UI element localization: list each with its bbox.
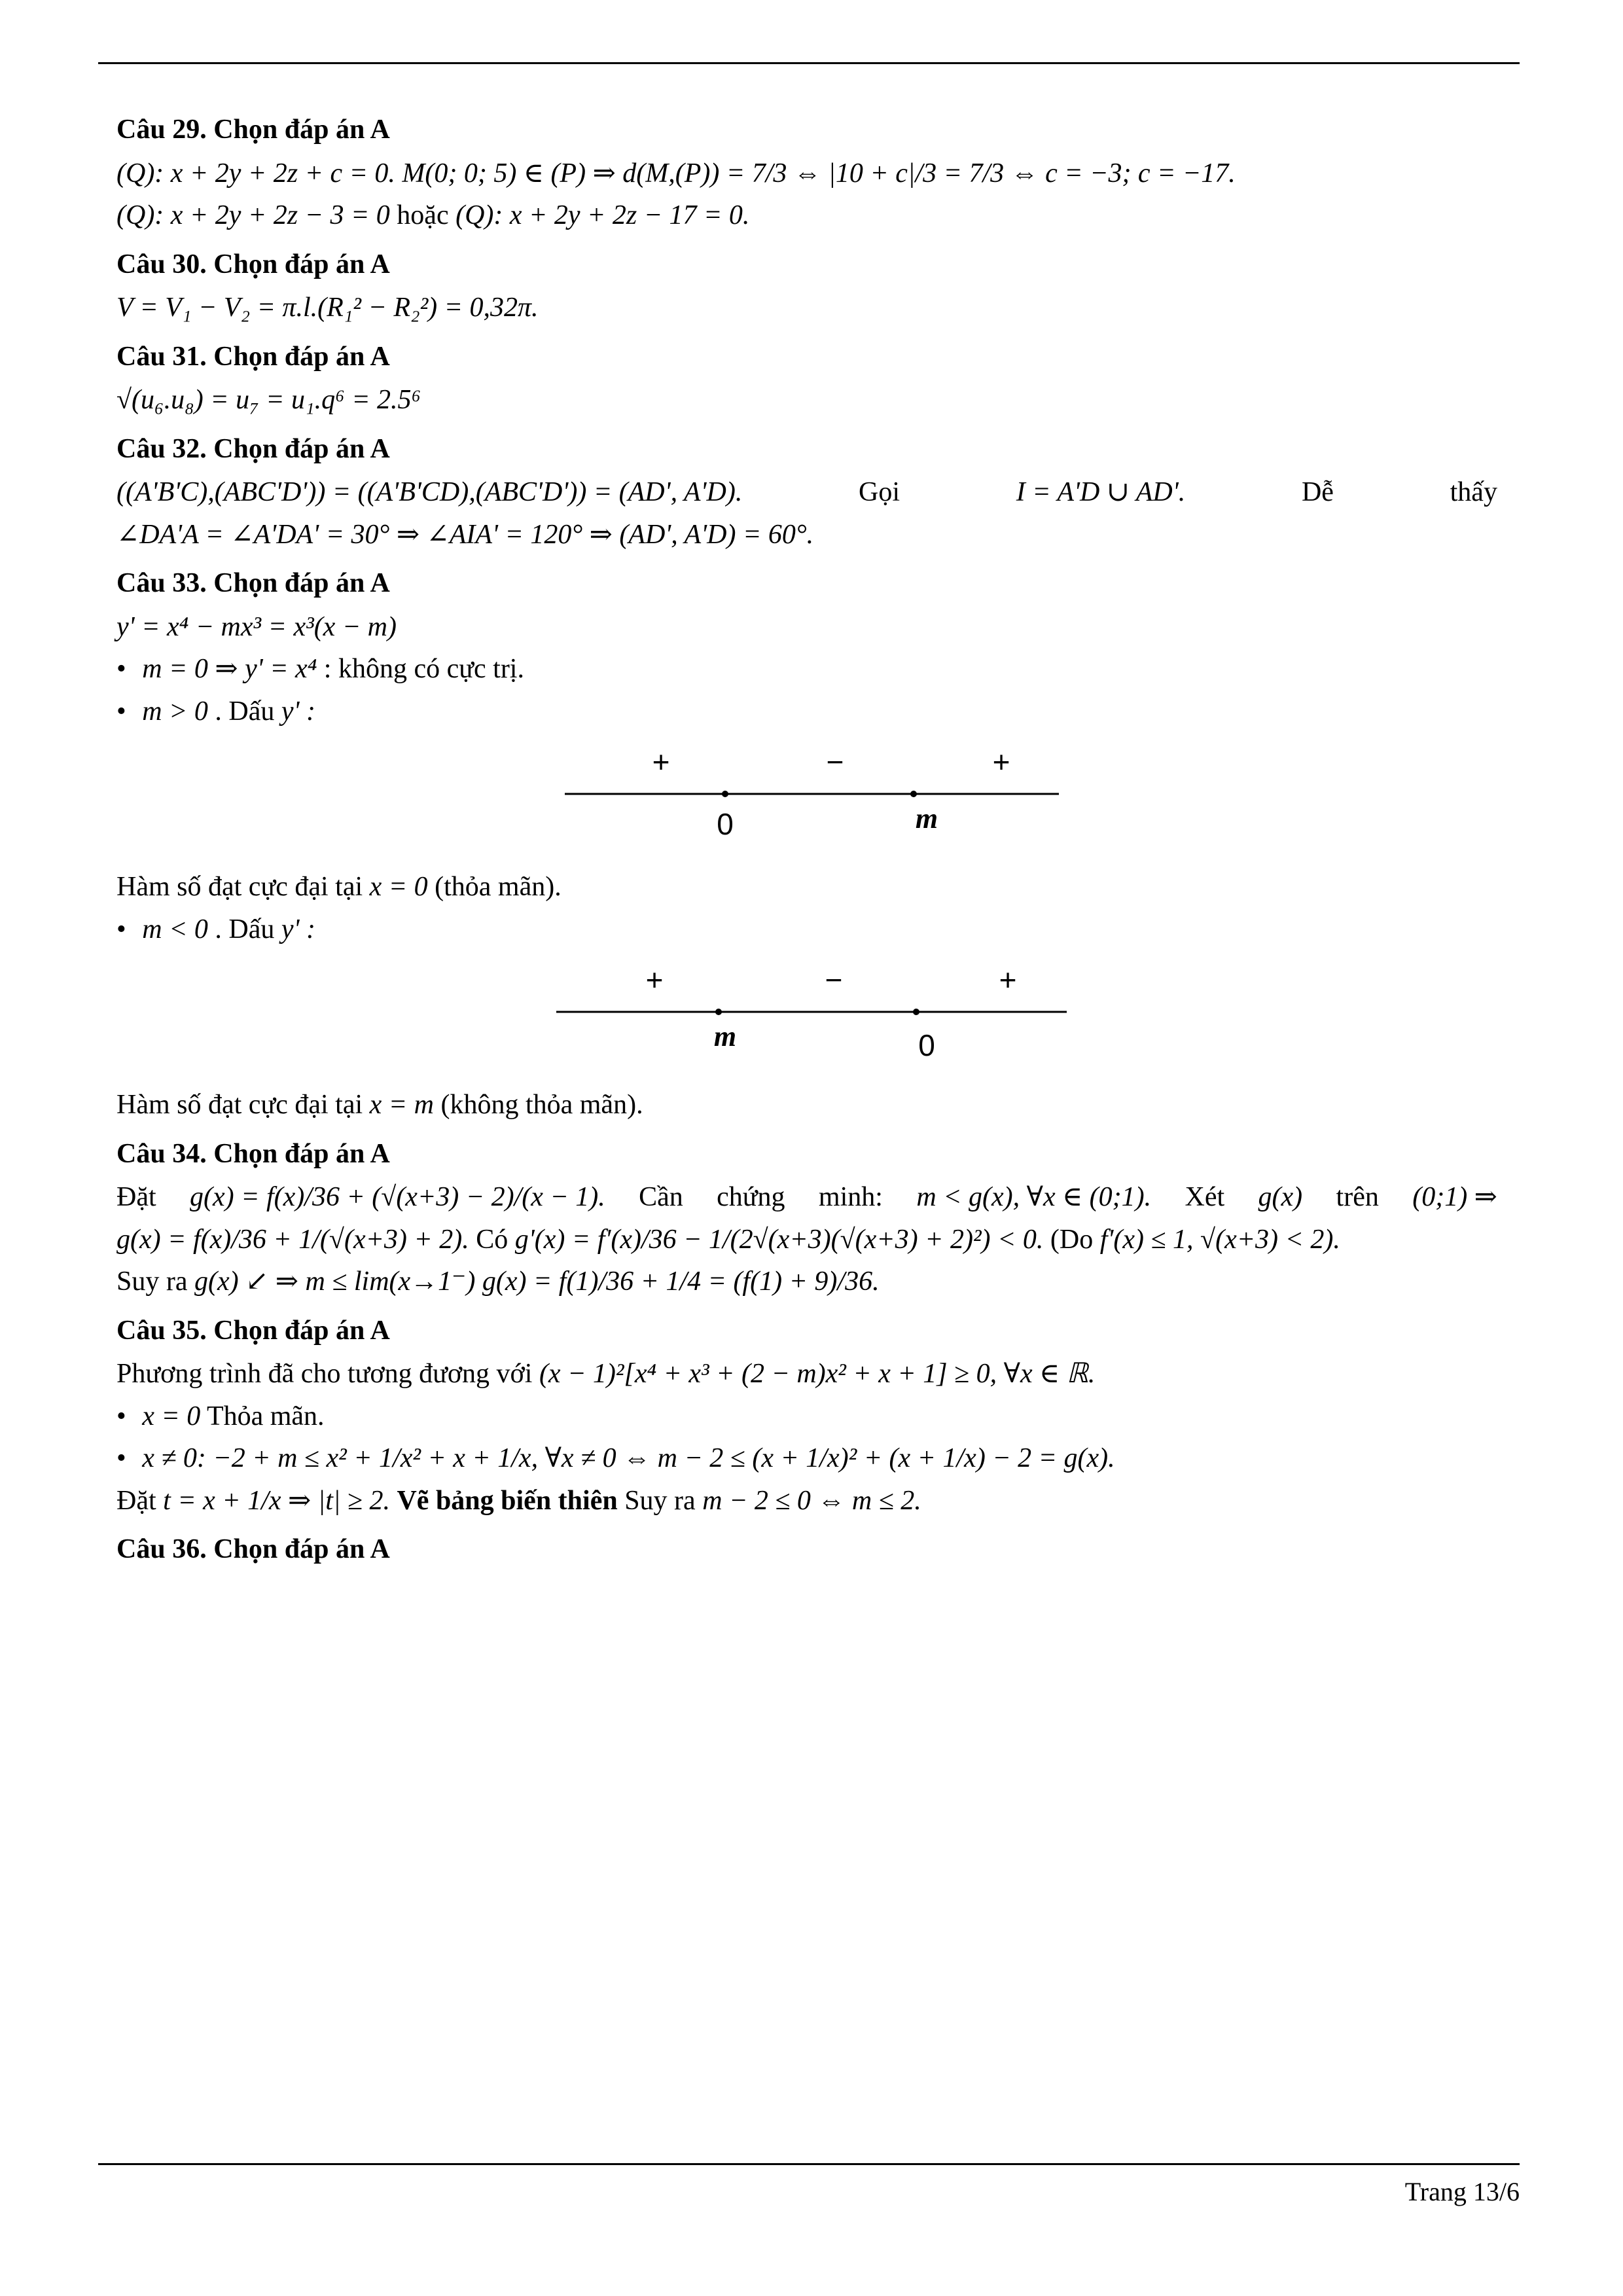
q29-eq2: (Q): x + 2y + 2z − 17 = 0.: [455, 200, 750, 230]
q33-r2-math: x = m: [369, 1090, 434, 1120]
sign-point: [722, 791, 728, 797]
q34-gx-rewrite: g(x) = f(x)/36 + 1/(√(x+3) + 2).: [116, 1224, 469, 1255]
q33-b1-text: : không có cực trị.: [323, 654, 524, 684]
q32-thay: thấy: [1450, 477, 1497, 507]
q30-title: Câu 30. Chọn đáp án A: [116, 249, 390, 279]
q34-gx: g(x): [1258, 1182, 1303, 1212]
q35-t-def: t = x + 1/x ⇒ |t| ≥ 2.: [163, 1485, 390, 1516]
q35-bbt: Vẽ bảng biến thiên: [397, 1485, 618, 1516]
q33-r2-note: (không thỏa mãn).: [440, 1090, 643, 1120]
q33-bullet1: [116, 652, 1497, 687]
q35-bullet1: [116, 1399, 1497, 1434]
q35-b1-text: Thỏa mãn.: [206, 1401, 325, 1431]
sign-chart-2-svg: [116, 954, 1497, 1072]
q32-goi: Gọi: [859, 477, 901, 507]
q34-tren: trên: [1336, 1182, 1379, 1212]
bullet-dot: •: [116, 914, 126, 944]
q33-line1: y' = x⁴ − mx³ = x³(x − m): [116, 611, 397, 642]
q32-point-i: I = A'D ∪ AD'.: [1016, 477, 1186, 507]
page-content: [116, 98, 1497, 1576]
q29-eq1: (Q): x + 2y + 2z − 3 = 0: [116, 200, 390, 230]
bullet-dot: •: [116, 654, 126, 684]
q33-title: Câu 33. Chọn đáp án A: [116, 568, 390, 598]
q31-line1: √(u₆.u₈) = u₇ = u₁.q⁶ = 2.5⁶: [116, 385, 421, 415]
sign-point: [913, 1009, 919, 1015]
q33-b2-text: . Dấu: [215, 696, 275, 726]
q34-cond: m < g(x), ∀x ∈ (0;1).: [916, 1182, 1152, 1212]
q34-title: Câu 34. Chọn đáp án A: [116, 1138, 390, 1169]
q35-bullet2: [116, 1441, 1497, 1476]
sign-chart-1: [116, 736, 1497, 854]
q34-dat: Đặt: [116, 1182, 156, 1212]
q34-co: Có: [476, 1224, 508, 1255]
q34-reason: f'(x) ≤ 1, √(x+3) < 2).: [1099, 1224, 1340, 1255]
q34-line1: [116, 1180, 1497, 1215]
bullet-dot: •: [116, 1401, 126, 1431]
q33-b2-math: m > 0: [142, 696, 208, 726]
sign-point: [715, 1009, 722, 1015]
q33-b3-math: m < 0: [142, 914, 208, 944]
page-number: Trang 13/6: [1404, 2177, 1520, 2206]
q32-title: Câu 32. Chọn đáp án A: [116, 433, 390, 464]
q33-b3-text: . Dấu: [215, 914, 275, 944]
q33-r1-math: x = 0: [369, 872, 428, 902]
q35-dat: Đặt: [116, 1485, 156, 1516]
sign-chart-1-svg: [116, 736, 1497, 854]
q34-xet: Xét: [1185, 1182, 1225, 1212]
q33-result1: [116, 870, 1497, 905]
q31-title: Câu 31. Chọn đáp án A: [116, 341, 390, 372]
q34-interval: (0;1) ⇒: [1412, 1182, 1497, 1212]
q33-bullet2: [116, 694, 1497, 729]
bullet-dot: •: [116, 1443, 126, 1473]
point-label: 0: [717, 807, 734, 841]
q29-line1: (Q): x + 2y + 2z + c = 0. M(0; 0; 5) ∈ (P) ⇒ d(M,(P)) = 7/3 ⇔ |10 + c|/3 = 7/3 ⇔ c = −3; c = −17.: [116, 158, 1236, 188]
sign-point: [910, 791, 917, 797]
q35-result: m − 2 ≤ 0 ⇔ m ≤ 2.: [702, 1485, 921, 1516]
q33-result2: [116, 1088, 1497, 1122]
q32-line2: ∠DA'A = ∠A'DA' = 30° ⇒ ∠AIA' = 120° ⇒ (AD', A'D) = 60°.: [116, 519, 814, 550]
q35-suy: Suy ra: [624, 1485, 696, 1516]
sign-plus: +: [652, 745, 670, 779]
q32-angle-eq: ((A'B'C),(ABC'D')) = ((A'B'CD),(ABC'D')) = (AD', A'D).: [116, 477, 743, 507]
sign-minus: −: [825, 963, 843, 997]
q35-line2: [116, 1484, 1497, 1518]
q34-chung: chứng: [717, 1182, 785, 1212]
q34-line2: [116, 1223, 1497, 1257]
q34-suy: Suy ra: [116, 1266, 188, 1297]
bullet-dot: •: [116, 696, 126, 726]
sign-plus: +: [645, 963, 664, 997]
q32-line1: [116, 475, 1497, 510]
q29-line2: [116, 198, 1497, 233]
q33-b1-math: m = 0 ⇒ y' = x⁴: [142, 654, 317, 684]
q35-intro: Phương trình đã cho tương đương với: [116, 1359, 533, 1389]
point-label: m: [713, 1020, 737, 1052]
q34-do: (Do: [1050, 1224, 1094, 1255]
q33-r2-text: Hàm số đạt cực đại tại: [116, 1090, 363, 1120]
q33-r1-note: (thỏa mãn).: [435, 872, 562, 902]
q34-can: Cần: [639, 1182, 683, 1212]
q34-limit: g(x) ↙ ⇒ m ≤ lim(x→1⁻) g(x) = f(1)/36 + 1/4 = (f(1) + 9)/36.: [194, 1266, 880, 1297]
q29-title: Câu 29. Chọn đáp án A: [116, 115, 390, 145]
q35-title: Câu 35. Chọn đáp án A: [116, 1315, 390, 1346]
q32-de: Dễ: [1301, 477, 1334, 507]
q35-line1: [116, 1357, 1497, 1391]
q33-r1-text: Hàm số đạt cực đại tại: [116, 872, 363, 902]
sign-plus: +: [999, 963, 1017, 997]
q34-derivative: g'(x) = f'(x)/36 − 1/(2√(x+3)(√(x+3) + 2)²) < 0.: [514, 1224, 1044, 1255]
q35-b2-math: x ≠ 0: −2 + m ≤ x² + 1/x² + x + 1/x, ∀x ≠ 0 ⇔ m − 2 ≤ (x + 1/x)² + (x + 1/x) − 2 = g(x).: [142, 1443, 1115, 1473]
point-label: m: [915, 802, 938, 834]
q33-b2-tail: y' :: [281, 696, 316, 726]
point-label: 0: [918, 1028, 935, 1062]
q34-gx-def: g(x) = f(x)/36 + (√(x+3) − 2)/(x − 1).: [190, 1182, 605, 1212]
header-rule: [98, 62, 1520, 64]
sign-chart-2: [116, 954, 1497, 1072]
footer-rule: [98, 2163, 1520, 2165]
q35-ineq: (x − 1)²[x⁴ + x³ + (2 − m)x² + x + 1] ≥ 0, ∀x ∈ ℝ.: [539, 1359, 1096, 1389]
q35-b1-math: x = 0: [142, 1401, 201, 1431]
sign-plus: +: [992, 745, 1010, 779]
q29-or: hoặc: [397, 200, 449, 230]
q36-title: Câu 36. Chọn đáp án A: [116, 1534, 390, 1564]
q34-minh: minh:: [818, 1182, 883, 1212]
q34-line3: [116, 1265, 1497, 1299]
q33-b3-tail: y' :: [281, 914, 316, 944]
q33-bullet3: [116, 912, 1497, 947]
q30-line1: V = V₁ − V₂ = π.l.(R₁² − R₂²) = 0,32π.: [116, 293, 539, 323]
sign-minus: −: [826, 745, 844, 779]
